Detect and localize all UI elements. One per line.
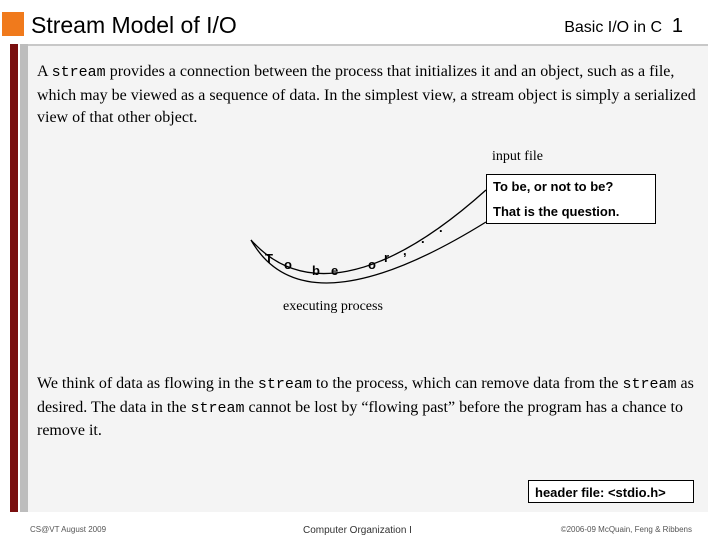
flow-text-1: We think of data as flowing in the xyxy=(37,375,258,392)
intro-text-2: provides a connection between the process that initializes it and an object, such as a file, which may be viewed as a sequence of data. In the simplest view, a stream object is simply a serialized view of that other object. xyxy=(37,63,696,126)
code-stream: stream xyxy=(51,64,106,81)
stream-char: o xyxy=(284,257,292,272)
stream-char: . xyxy=(439,220,443,235)
file-line-1: To be, or not to be? xyxy=(493,179,614,194)
flow-text-4: cannot be lost by “flowing past” before the program has a chance to remove it. xyxy=(37,398,683,439)
code-stream: stream xyxy=(190,399,245,417)
page-title: Stream Model of I/O xyxy=(31,12,237,38)
header-file-box: header file: <stdio.h> xyxy=(528,480,694,503)
flow-paragraph xyxy=(37,373,697,443)
stream-char: e xyxy=(331,263,339,278)
page-number: 1 xyxy=(671,15,683,37)
stream-char: . xyxy=(421,231,425,246)
code-stream: stream xyxy=(257,376,312,393)
footer-left: CS@VT August 2009 xyxy=(30,525,107,534)
footer-center: Computer Organization I xyxy=(303,525,412,536)
file-line-2: That is the question. xyxy=(493,204,620,219)
stream-char: b xyxy=(312,263,320,278)
intro-text-1: A xyxy=(37,63,52,80)
stream-char: , xyxy=(403,243,407,258)
code-stream: stream xyxy=(622,376,677,393)
footer-right: ©2006-09 McQuain, Feng & Ribbens xyxy=(560,525,692,534)
stream-curve-bottom xyxy=(251,222,486,283)
stream-char: o xyxy=(368,257,376,272)
stream-char: r xyxy=(384,250,390,265)
flow-text-2: to the process, which can remove data from the xyxy=(311,375,623,392)
course-label: Basic I/O in C xyxy=(564,19,662,36)
flow-text-3: as desired. The data in the xyxy=(37,375,694,416)
stream-char: T xyxy=(265,251,273,266)
executing-process-label: executing process xyxy=(283,299,383,314)
input-file-label: input file xyxy=(492,149,543,164)
